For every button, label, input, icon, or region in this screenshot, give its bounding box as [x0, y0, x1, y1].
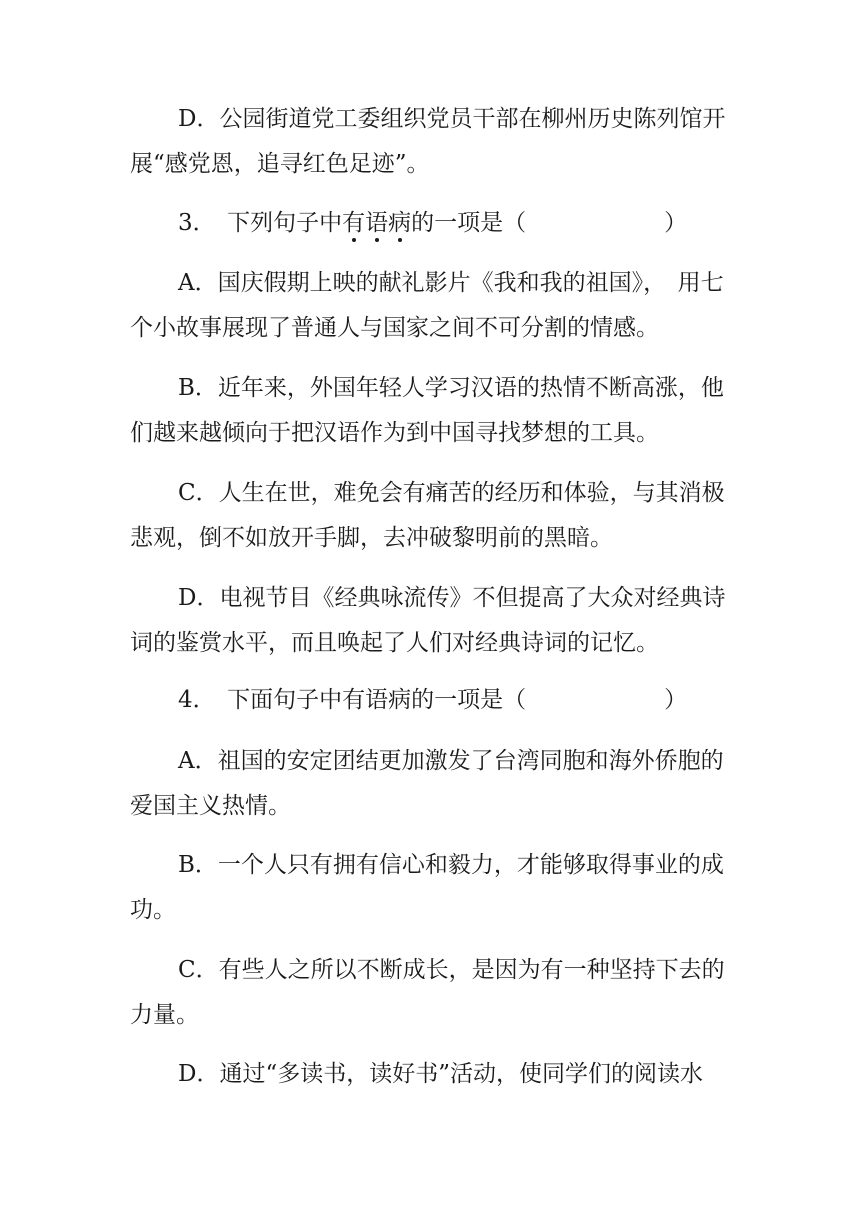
text-line: 词的鉴赏水平，而且唤起了人们对经典诗词的记忆。 [130, 630, 659, 656]
text-line: 们越来越倾向于把汉语作为到中国寻找梦想的工具。 [130, 420, 659, 446]
text-line: 展“感党恩，追寻红色足迹”。 [130, 151, 430, 177]
question-4-stem: 4． 下面句子中有语病的一项是（ ） [178, 687, 688, 713]
text-line: D．通过“多读书，读好书”活动，使同学们的阅读水 [178, 1061, 703, 1087]
text-line: B．近年来，外国年轻人学习汉语的热情不断高涨，他 [178, 375, 724, 401]
text-line: B．一个人只有拥有信心和毅力，才能够取得事业的成 [178, 852, 724, 878]
text-line: C．有些人之所以不断成长，是因为有一种坚持下去的 [178, 957, 725, 983]
text-line: C．人生在世，难免会有痛苦的经历和体验，与其消极 [178, 480, 725, 506]
question-3-tail: 的一项是（ ） [411, 210, 688, 236]
text-line: 悲观，倒不如放开手脚，去冲破黎明前的黑暗。 [130, 525, 613, 551]
text-line: 力量。 [130, 1002, 199, 1028]
text-line: 个小故事展现了普通人与国家之间不可分割的情感。 [130, 315, 659, 341]
emphasized-char: 病 [388, 210, 412, 236]
text-line: D．电视节目《经典咏流传》不但提高了大众对经典诗 [178, 585, 726, 611]
question-3-emphasis [342, 210, 411, 236]
text-line: A．祖国的安定团结更加激发了台湾同胞和海外侨胞的 [178, 748, 724, 774]
text-line: D．公园街道党工委组织党员干部在柳州历史陈列馆开 [178, 106, 726, 132]
question-3-lead: 3． 下列句子中 [178, 210, 343, 236]
text-line: 爱国主义热情。 [130, 793, 291, 819]
text-line: 功。 [130, 897, 176, 923]
emphasized-char: 语 [365, 210, 389, 236]
emphasized-char: 有 [342, 210, 366, 236]
text-line: A．国庆假期上映的献礼影片《我和我的祖国》， 用七 [178, 270, 724, 296]
question-3-stem [178, 207, 687, 239]
